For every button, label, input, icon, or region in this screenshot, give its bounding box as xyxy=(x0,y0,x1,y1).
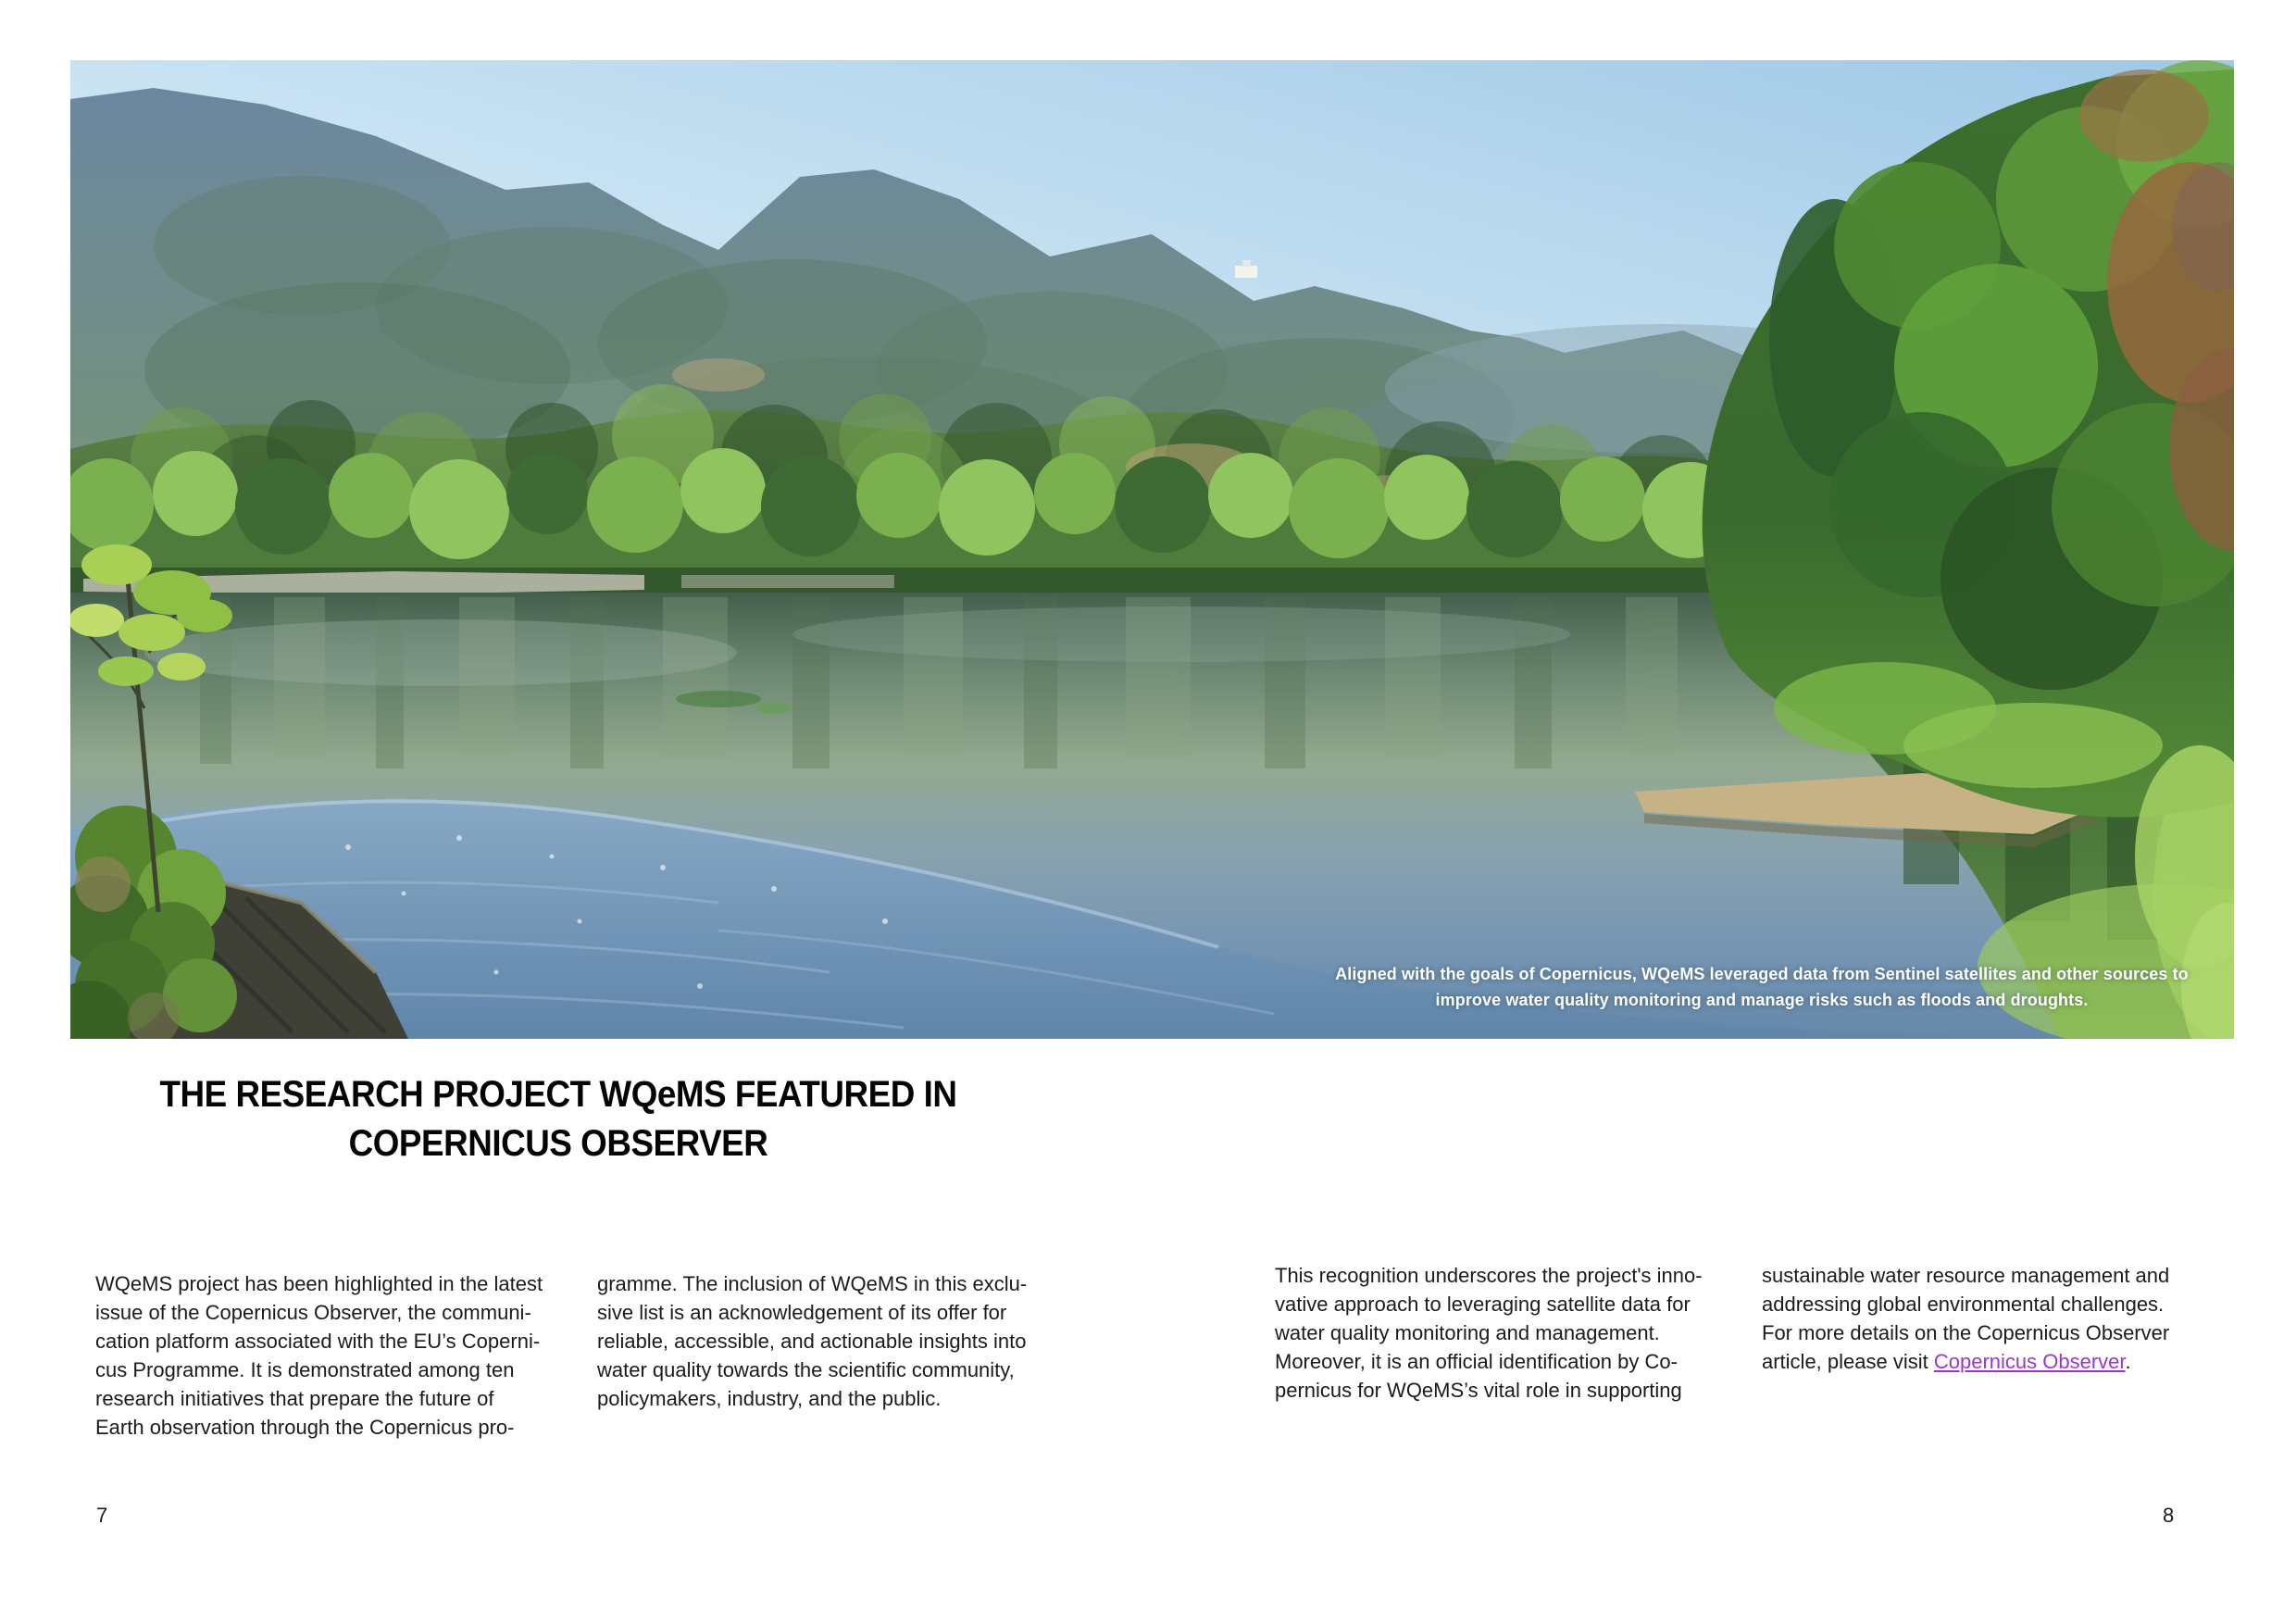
text-line: issue of the Copernicus Observer, the communi- xyxy=(95,1301,531,1324)
text-line: water quality monitoring and management. xyxy=(1275,1321,1660,1344)
copernicus-observer-link[interactable]: Copernicus Observer xyxy=(1933,1350,2126,1373)
hero-photo xyxy=(70,60,2234,1039)
link-suffix-text: . xyxy=(2125,1350,2131,1373)
text-column-4 xyxy=(1762,1261,2211,1376)
text-line: policymakers, industry, and the public. xyxy=(597,1387,942,1410)
text-line: reliable, accessible, and actionable insights into xyxy=(597,1330,1027,1353)
page-number-left: 7 xyxy=(96,1504,108,1527)
article-title-line1: THE RESEARCH PROJECT WQeMS FEATURED IN xyxy=(159,1074,957,1115)
article-title xyxy=(132,1070,984,1168)
page-number-right: 8 xyxy=(2163,1504,2175,1527)
text-line: This recognition underscores the project's inno- xyxy=(1275,1264,1703,1287)
text-column-2 xyxy=(597,1269,1069,1413)
article-title-line2: COPERNICUS OBSERVER xyxy=(348,1123,768,1164)
photo-caption-line2: improve water quality monitoring and manage risks such as floods and droughts. xyxy=(1435,991,2089,1009)
text-line: cation platform associated with the EU’s Coperni- xyxy=(95,1330,541,1353)
text-line: Moreover, it is an official identification by Co- xyxy=(1275,1350,1678,1373)
text-column-3 xyxy=(1275,1261,1728,1405)
text-line: For more details on the Copernicus Observer xyxy=(1762,1321,2170,1344)
text-line-with-link xyxy=(1762,1347,2211,1376)
text-line: addressing global environmental challenges. xyxy=(1762,1293,2165,1316)
text-line: gramme. The inclusion of WQeMS in this exclu- xyxy=(597,1272,1028,1295)
text-column-1 xyxy=(95,1269,581,1442)
landscape-illustration xyxy=(70,60,2234,1039)
photo-caption xyxy=(1253,961,2234,1013)
text-line: WQeMS project has been highlighted in the latest xyxy=(95,1272,543,1295)
text-line: water quality towards the scientific community, xyxy=(597,1358,1015,1381)
link-prefix-text: article, please visit xyxy=(1762,1350,1934,1373)
text-line: cus Programme. It is demonstrated among ten xyxy=(95,1358,515,1381)
text-line: pernicus for WQeMS’s vital role in supporting xyxy=(1275,1379,1682,1402)
photo-caption-line1: Aligned with the goals of Copernicus, WQeMS leveraged data from Sentinel satellites and other sources to xyxy=(1335,965,2189,983)
text-line: Earth observation through the Copernicus pro- xyxy=(95,1416,515,1439)
text-line: sive list is an acknowledgement of its offer for xyxy=(597,1301,1007,1324)
text-line: vative approach to leveraging satellite data for xyxy=(1275,1293,1691,1316)
text-line: sustainable water resource management and xyxy=(1762,1264,2170,1287)
text-line: research initiatives that prepare the future of xyxy=(95,1387,494,1410)
